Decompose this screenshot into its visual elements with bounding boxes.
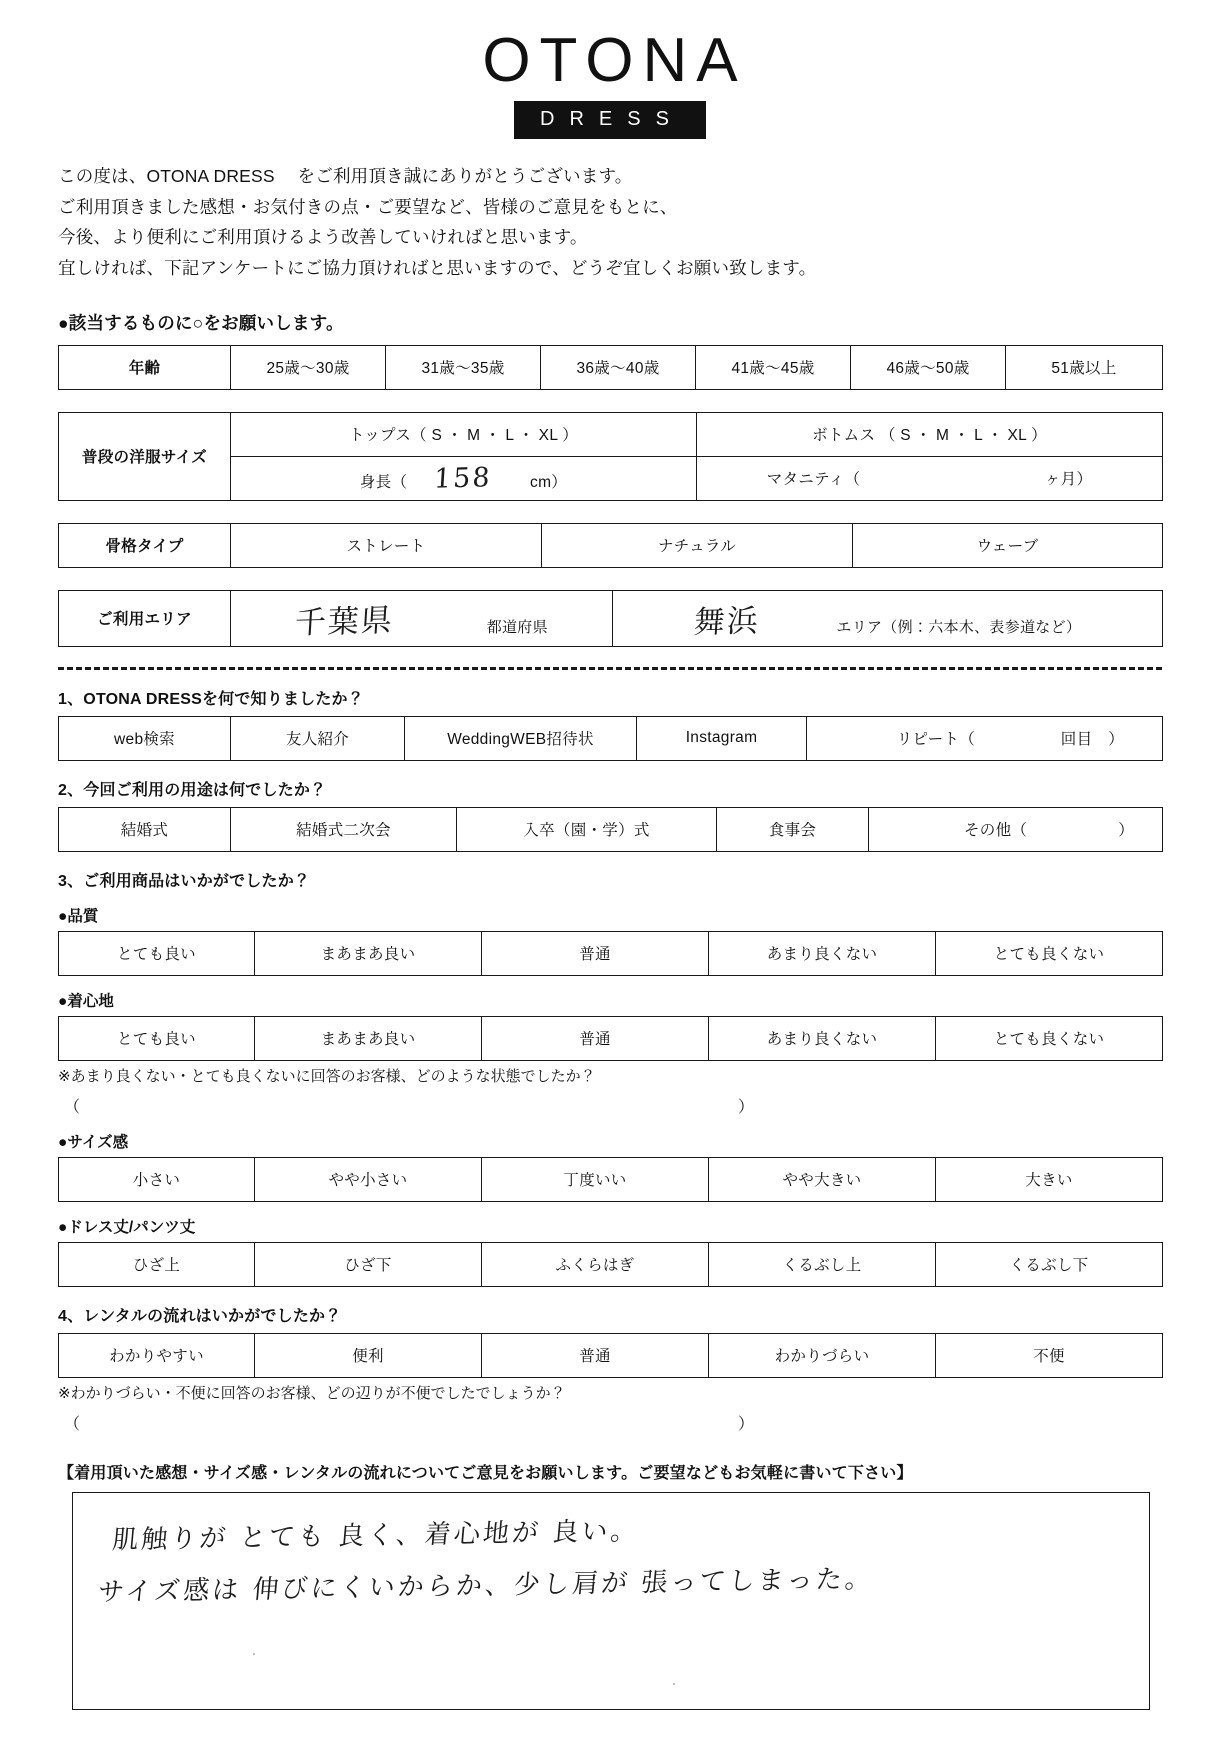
table-row — [59, 716, 1163, 760]
q1-option-wedding-web[interactable]: WeddingWEB招待状 — [405, 716, 637, 760]
q4-note: ※わかりづらい・不便に回答のお客様、どの辺りが不便でしたでしょうか？ — [58, 1384, 566, 1402]
logo-wordmark: OTONA — [482, 26, 747, 95]
length-option-below-ankle[interactable]: くるぶし下 — [936, 1242, 1163, 1286]
q4-open-answer[interactable] — [64, 1411, 754, 1434]
quality-option-fairly-good[interactable]: まあまあ良い — [255, 931, 482, 975]
table-row — [59, 590, 1163, 646]
area-hint-label: エリア（例：六本木、表参道など） — [836, 618, 1082, 636]
q1-repeat-suffix: 回目 ） — [1060, 731, 1124, 748]
height-prefix-label: 身長（ — [359, 473, 408, 491]
fit-option-just-right[interactable]: 丁度いい — [482, 1157, 709, 1201]
q3-comfort-paren-right: ） — [737, 1098, 754, 1116]
prefecture-hint-label: 都道府県 — [486, 618, 548, 636]
q2-option-other[interactable] — [869, 807, 1163, 851]
bottoms-size-cell[interactable]: ボトムス （ S ・ M ・ L ・ XL ） — [697, 412, 1163, 456]
comment-handwritten-line-2: サイズ感は 伸びにくいからか、少し肩が 張ってしまった。 — [96, 1563, 876, 1608]
scan-speck — [673, 1683, 675, 1685]
age-option-41-45[interactable]: 41歳〜45歳 — [696, 345, 851, 389]
q4-option-normal[interactable]: 普通 — [482, 1333, 709, 1377]
fit-option-large[interactable]: 大きい — [936, 1157, 1163, 1201]
quality-option-very-good[interactable]: とても良い — [59, 931, 255, 975]
age-table — [58, 345, 1163, 390]
table-row — [59, 1333, 1163, 1377]
q4-paren-right: ） — [737, 1415, 754, 1433]
section-divider — [58, 667, 1162, 670]
age-option-36-40[interactable]: 36歳〜40歳 — [541, 345, 696, 389]
q3-quality-label: ●品質 — [58, 907, 99, 925]
q3-quality-table — [58, 931, 1163, 976]
height-cell[interactable] — [231, 456, 697, 500]
q2-option-dinner[interactable]: 食事会 — [717, 807, 869, 851]
area-label: ご利用エリア — [59, 590, 231, 646]
prefecture-cell[interactable] — [231, 590, 613, 646]
length-option-below-knee[interactable]: ひざ下 — [255, 1242, 482, 1286]
table-row — [59, 412, 1163, 456]
length-option-above-ankle[interactable]: くるぶし上 — [709, 1242, 936, 1286]
length-option-calf[interactable]: ふくらはぎ — [482, 1242, 709, 1286]
body-type-option-straight[interactable]: ストレート — [231, 523, 542, 567]
table-row — [59, 345, 1163, 389]
comment-section-title: 【着用頂いた感想・サイズ感・レンタルの流れについてご意見をお願いします。ご要望などもお気軽に書いて下さい】 — [58, 1464, 913, 1482]
age-option-46-50[interactable]: 46歳〜50歳 — [851, 345, 1006, 389]
q1-option-friend[interactable]: 友人紹介 — [231, 716, 405, 760]
q2-option-wedding[interactable]: 結婚式 — [59, 807, 231, 851]
table-row — [59, 1242, 1163, 1286]
q4-paren-left: （ — [64, 1415, 81, 1433]
area-handwritten-value: 舞浜 — [692, 602, 761, 641]
table-row — [59, 1157, 1163, 1201]
q4-option-inconvenient[interactable]: 不便 — [936, 1333, 1163, 1377]
q3-length-table — [58, 1242, 1163, 1287]
q3-fit-label: ●サイズ感 — [58, 1133, 129, 1151]
instruction-text: ●該当するものに○をお願いします。 — [58, 312, 344, 333]
q4-title: 4、レンタルの流れはいかがでしたか？ — [58, 1307, 342, 1325]
fit-option-slightly-large[interactable]: やや大きい — [709, 1157, 936, 1201]
quality-option-not-very-good[interactable]: あまり良くない — [709, 931, 936, 975]
prefecture-handwritten-value: 千葉県 — [293, 602, 395, 641]
q2-option-after-party[interactable]: 結婚式二次会 — [231, 807, 457, 851]
brand-logo — [0, 0, 1220, 139]
table-row — [59, 1016, 1163, 1060]
body-type-option-natural[interactable]: ナチュラル — [542, 523, 853, 567]
comfort-option-very-good[interactable]: とても良い — [59, 1016, 255, 1060]
scan-speck — [253, 1653, 255, 1655]
body-type-option-wave[interactable]: ウェーブ — [853, 523, 1163, 567]
q1-option-instagram[interactable]: Instagram — [637, 716, 807, 760]
comfort-option-very-bad[interactable]: とても良くない — [936, 1016, 1163, 1060]
intro-line-1: この度は、OTONA DRESS をご利用頂き誠にありがとうございます。 — [58, 166, 633, 186]
tops-size-cell[interactable]: トップス（ S ・ M ・ L ・ XL ） — [231, 412, 697, 456]
q4-option-easy-to-understand[interactable]: わかりやすい — [59, 1333, 255, 1377]
area-table — [58, 590, 1163, 647]
area-name-cell[interactable] — [613, 590, 1163, 646]
q2-title: 2、今回ご利用の用途は何でしたか？ — [58, 781, 327, 799]
quality-option-normal[interactable]: 普通 — [482, 931, 709, 975]
fit-option-slightly-small[interactable]: やや小さい — [255, 1157, 482, 1201]
intro-paragraph — [58, 161, 1058, 284]
table-row — [59, 807, 1163, 851]
q2-other-suffix: ） — [1118, 822, 1134, 839]
q3-title: 3、ご利用商品はいかがでしたか？ — [58, 872, 311, 890]
age-option-25-30[interactable]: 25歳〜30歳 — [231, 345, 386, 389]
table-row — [59, 931, 1163, 975]
q1-option-repeat[interactable] — [807, 716, 1163, 760]
body-type-label: 骨格タイプ — [59, 523, 231, 567]
maternity-suffix-label: ヶ月） — [1044, 471, 1093, 488]
q3-comfort-note: ※あまり良くない・とても良くないに回答のお客様、どのような状態でしたか？ — [58, 1067, 596, 1085]
q2-table — [58, 807, 1163, 852]
maternity-prefix-label: マタニティ（ — [766, 471, 861, 488]
intro-line-4: 宜しければ、下記アンケートにご協力頂ければと思いますので、どうぞ宜しくお願い致します。 — [58, 257, 817, 278]
q3-length-label: ●ドレス丈/パンツ丈 — [58, 1218, 196, 1236]
height-suffix-label: cm） — [530, 473, 568, 491]
q4-table — [58, 1333, 1163, 1378]
comment-handwritten-line-1: 肌触りが とても 良く、着心地が 良い。 — [111, 1515, 641, 1556]
q1-option-web-search[interactable]: web検索 — [59, 716, 231, 760]
q3-comfort-open-answer[interactable] — [64, 1094, 754, 1117]
intro-line-3: 今後、より便利にご利用頂けるよう改善していければと思います。 — [58, 227, 588, 248]
fit-option-small[interactable]: 小さい — [59, 1157, 255, 1201]
q1-repeat-label: リピート（ — [896, 731, 976, 748]
intro-line-2: ご利用頂きました感想・お気付きの点・ご要望など、皆様のご意見をもとに、 — [58, 196, 678, 217]
q4-option-convenient[interactable]: 便利 — [255, 1333, 482, 1377]
age-option-51-plus[interactable]: 51歳以上 — [1006, 345, 1163, 389]
q3-comfort-paren-left: （ — [64, 1098, 81, 1116]
q4-option-hard-to-understand[interactable]: わかりづらい — [709, 1333, 936, 1377]
age-option-31-35[interactable]: 31歳〜35歳 — [386, 345, 541, 389]
q3-comfort-label: ●着心地 — [58, 992, 114, 1010]
table-row — [59, 523, 1163, 567]
logo-subtitle-bar: DRESS — [514, 101, 706, 139]
body-type-table — [58, 523, 1163, 568]
maternity-cell[interactable] — [697, 456, 1163, 500]
quality-option-very-bad[interactable]: とても良くない — [936, 931, 1163, 975]
comfort-option-fairly-good[interactable]: まあまあ良い — [255, 1016, 482, 1060]
q3-fit-table — [58, 1157, 1163, 1202]
comfort-option-not-very-good[interactable]: あまり良くない — [709, 1016, 936, 1060]
q2-other-label: その他（ — [963, 822, 1028, 839]
clothing-size-label: 普段の洋服サイズ — [59, 412, 231, 500]
comfort-option-normal[interactable]: 普通 — [482, 1016, 709, 1060]
q1-title: 1、OTONA DRESSを何で知りましたか？ — [58, 690, 364, 708]
length-option-above-knee[interactable]: ひざ上 — [59, 1242, 255, 1286]
q2-option-ceremony[interactable]: 入卒（園・学）式 — [457, 807, 717, 851]
clothing-size-table — [58, 412, 1163, 501]
height-handwritten-value: 158 — [432, 461, 493, 495]
age-label: 年齢 — [59, 345, 231, 389]
q1-table — [58, 716, 1163, 761]
q3-comfort-table — [58, 1016, 1163, 1061]
comment-textarea[interactable] — [72, 1492, 1150, 1710]
